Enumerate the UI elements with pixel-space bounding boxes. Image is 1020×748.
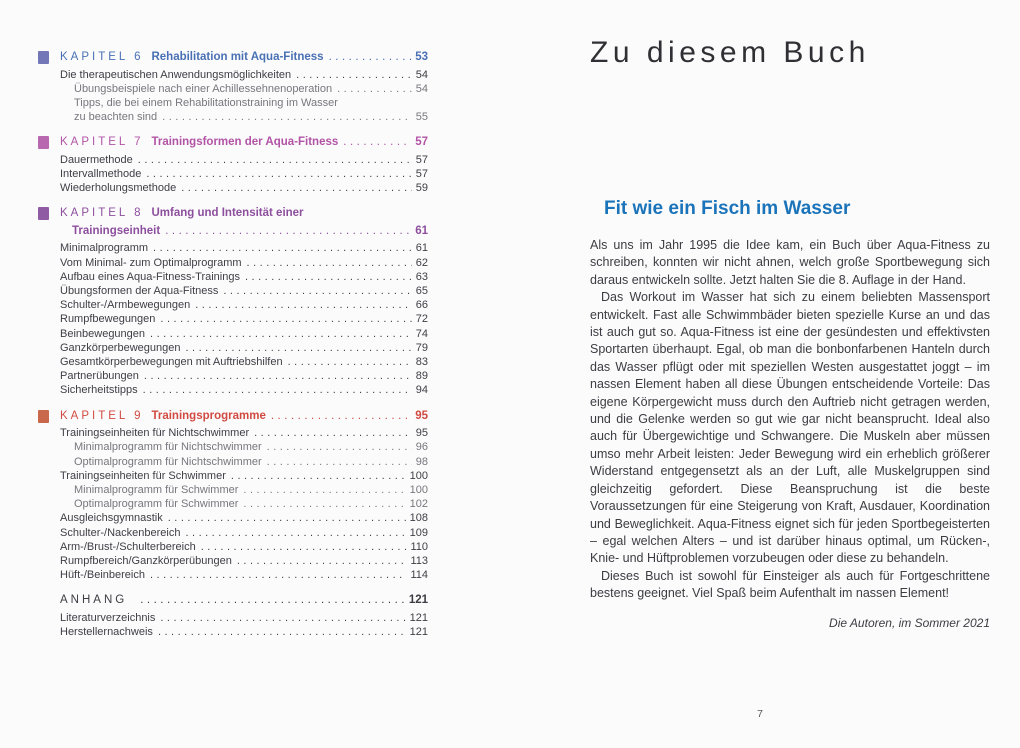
dot-leader	[162, 110, 412, 124]
dot-leader	[337, 82, 412, 96]
toc-entry-text: Trainingseinheiten für Schwimmer	[60, 469, 226, 482]
toc-entry-text: Optimalprogramm für Nichtschwimmer	[74, 455, 262, 468]
page-ref: 66	[415, 299, 428, 312]
dot-leader	[237, 554, 407, 568]
page-ref: 114	[410, 569, 428, 582]
page-ref: 79	[415, 341, 428, 354]
toc-entry-text: Wiederholungsmethode	[60, 182, 177, 195]
dot-leader	[223, 284, 411, 298]
foreword-section	[590, 198, 990, 630]
dot-leader	[243, 497, 405, 511]
chapter-title: Trainingsformen der Aqua-Fitness	[151, 136, 339, 149]
chapter-label: KAPITEL 6	[60, 51, 144, 63]
toc-entry	[60, 440, 428, 454]
chapter-heading	[60, 206, 428, 222]
toc-entry	[60, 82, 428, 96]
toc-entry-text: Trainingseinheiten für Nichtschwimmer	[60, 427, 250, 440]
page-ref: 96	[415, 441, 428, 454]
dot-leader	[168, 511, 406, 525]
toc-entry-text: Literaturverzeichnis	[60, 611, 156, 624]
dot-leader	[143, 383, 412, 397]
toc-entry	[60, 298, 428, 312]
toc-entry-text: Ganzkörperbewegungen	[60, 341, 181, 354]
section-heading: Fit wie ein Fisch im Wasser	[604, 198, 851, 219]
toc-entry-text: Sicherheitstipps	[60, 384, 138, 397]
dot-leader	[329, 50, 412, 66]
page-ref: 109	[409, 526, 428, 539]
dot-leader	[144, 369, 412, 383]
toc-entry-text: Übungsbeispiele nach einer Achillessehnenoperation	[74, 82, 333, 95]
toc-entry-text: Ausgleichsgymnastik	[60, 512, 163, 525]
toc-entry	[60, 426, 428, 440]
toc-entry	[60, 369, 428, 383]
page-ref: 65	[415, 285, 428, 298]
toc-entry	[60, 383, 428, 397]
page-ref: 57	[415, 153, 428, 166]
chapter-heading-continued	[60, 224, 428, 240]
toc-entry-text: Dauermethode	[60, 153, 133, 166]
toc-entry	[60, 241, 428, 255]
dot-leader	[181, 181, 412, 195]
toc-entry-text: Übungsformen der Aqua-Fitness	[60, 285, 219, 298]
dot-leader	[150, 327, 412, 341]
toc-entry	[60, 256, 428, 270]
toc-entry-continued	[60, 110, 428, 124]
foreword-page	[590, 36, 990, 630]
toc-entry	[60, 312, 428, 326]
page-number: 7	[757, 708, 763, 720]
dot-leader	[158, 625, 406, 639]
chapter-marker-icon	[38, 136, 49, 149]
toc-entry-text: Hüft-/Beinbereich	[60, 569, 145, 582]
toc-entry-text: Partnerübungen	[60, 370, 139, 383]
page-ref: 54	[415, 68, 428, 81]
dot-leader	[343, 135, 411, 151]
toc-entry	[60, 181, 428, 195]
page-ref: 89	[415, 370, 428, 383]
toc-entry	[60, 167, 428, 181]
page-ref: 94	[415, 384, 428, 397]
toc-section	[60, 50, 428, 124]
page-ref: 95	[415, 427, 428, 440]
toc-entry-text: Minimalprogramm für Nichtschwimmer	[74, 441, 262, 454]
dot-leader	[153, 241, 412, 255]
page-ref: 59	[415, 182, 428, 195]
toc-section	[60, 135, 428, 195]
chapter-label: KAPITEL 8	[60, 207, 144, 220]
chapter-title: Rehabilitation mit Aqua-Fitness	[151, 51, 324, 63]
page-ref: 100	[409, 483, 428, 496]
dot-leader	[267, 455, 412, 469]
page-ref: 121	[408, 594, 428, 607]
toc-entry	[60, 355, 428, 369]
toc-entry-text: Schulter-/Armbewegungen	[60, 299, 191, 312]
chapter-title: Trainingseinheit	[72, 224, 161, 237]
chapter-label: KAPITEL 7	[60, 136, 144, 149]
page-ref: 121	[409, 626, 428, 639]
dot-leader	[288, 355, 412, 369]
chapter-label: ANHANG	[60, 594, 128, 607]
toc-page	[60, 50, 428, 650]
page-ref: 108	[409, 512, 428, 525]
chapter-title: Umfang und Intensität einer	[151, 207, 304, 220]
dot-leader	[160, 611, 405, 625]
toc-entry	[60, 153, 428, 167]
toc-entry	[60, 96, 428, 110]
dot-leader	[247, 256, 412, 270]
intro-paragraph: Das Workout im Wasser hat sich zu einem beliebten Massensport entwickelt. Fast alle Schwimmbäder bieten spezielle Kurse an und das ist auch gut so. Aqua-Fitness ist eine der gesündesten und effektivsten Sportarten überhaupt. Egal, ob man die bonbonfarbenen Hanteln durch das Wasser pflügt oder mit speziellen Westen ausgestattet joggt – im nassen Element haben all diese Übungen entscheidende Vorteile: Das eigene Körpergewicht muss durch den Auftrieb nicht getragen werden, und die Gelenke werden so gut wie gar nicht beansprucht. Ideal also auch für Übergewichtige und Schwangere. Die Muskeln aber müssen umso mehr Arbeit leisten: Jeder Bewegung wird ein erheblich größerer Widerstand entgegensetzt als an der Luft, alle Muskelgruppen sind gleichzeitig gefordert. Diese Beanspruchung ist die beste Voraussetzungen für eine Steigerung von Kraft, Ausdauer, Koordination und Beweglichkeit. Aqua-Fitness eignet sich für jeden Sportbegeisterten – egal welchen Alters – und ist darüber hinaus optimal, um Rücken-, Knie- und Hüftproblemen vorzubeugen oder diese zu behandeln.	[590, 290, 990, 566]
toc-entry-text: zu beachten sind	[74, 111, 158, 124]
dot-leader	[150, 568, 406, 582]
toc-entry	[60, 469, 428, 483]
toc-entry-text: Intervallmethode	[60, 168, 142, 181]
toc-entry-text: Schulter-/Nackenbereich	[60, 526, 181, 539]
chapter-title: Trainingsprogramme	[151, 409, 266, 422]
toc-entry	[60, 511, 428, 525]
page-ref: 55	[415, 111, 428, 124]
dot-leader	[165, 224, 411, 240]
page-ref: 110	[410, 540, 428, 553]
toc-entry-text: Aufbau eines Aqua-Fitness-Trainings	[60, 270, 240, 283]
toc-entry	[60, 341, 428, 355]
chapter-marker-icon	[38, 51, 49, 64]
page-ref: 95	[415, 409, 428, 422]
toc-entry-text: Die therapeutischen Anwendungsmöglichkeiten	[60, 68, 292, 81]
dot-leader	[243, 483, 405, 497]
toc-entry-text: Minimalprogramm für Schwimmer	[74, 483, 239, 496]
chapter-heading	[60, 593, 428, 609]
chapter-heading	[60, 409, 428, 425]
chapter-label: KAPITEL 9	[60, 409, 144, 422]
toc-entry	[60, 554, 428, 568]
page-ref: 61	[415, 242, 428, 255]
toc-entry	[60, 540, 428, 554]
page-ref: 53	[415, 51, 428, 63]
toc-entry	[60, 497, 428, 511]
toc-entry-text: Rumpfbewegungen	[60, 313, 156, 326]
chapter-heading	[60, 50, 428, 66]
page-ref: 74	[415, 327, 428, 340]
dot-leader	[254, 426, 412, 440]
toc-entry-text: Minimalprogramm	[60, 242, 149, 255]
dot-leader	[296, 68, 412, 82]
toc-entry	[60, 568, 428, 582]
toc-entry-text: Gesamtkörperbewegungen mit Auftriebshilfen	[60, 356, 283, 369]
page-ref: 100	[409, 469, 428, 482]
page-ref: 113	[410, 554, 428, 567]
toc-entry	[60, 270, 428, 284]
toc-entry	[60, 611, 428, 625]
toc-section	[60, 593, 428, 639]
dot-leader	[140, 593, 405, 609]
toc-entry	[60, 68, 428, 82]
page-ref: 102	[409, 498, 428, 511]
chapter-marker-icon	[38, 207, 49, 220]
toc-entry-text: Vom Minimal- zum Optimalprogramm	[60, 256, 242, 269]
dot-leader	[138, 153, 412, 167]
table-of-contents	[60, 50, 428, 639]
toc-section	[60, 206, 428, 397]
dot-leader	[195, 298, 412, 312]
intro-paragraph: Als uns im Jahr 1995 die Idee kam, ein Buch über Aqua-Fitness zu schreiben, konnten wir nicht ahnen, welch große Sportbewegung sich daraus entwickeln sollte. Jetzt halten Sie die 8. Auflage in der Hand.	[590, 238, 990, 287]
toc-entry	[60, 327, 428, 341]
toc-entry-text: Rumpfbereich/Ganzkörperübungen	[60, 554, 232, 567]
dot-leader	[245, 270, 412, 284]
intro-paragraph: Dieses Buch ist sowohl für Einsteiger als auch für Fortgeschrittene bestens geeignet. Viel Spaß beim Aufenthalt im nassen Element!	[590, 568, 990, 601]
page-ref: 83	[415, 356, 428, 369]
dot-leader	[185, 526, 405, 540]
toc-entry	[60, 483, 428, 497]
page-title: Zu diesem Buch	[590, 36, 870, 69]
toc-entry-text: Optimalprogramm für Schwimmer	[74, 498, 239, 511]
toc-entry-text: Tipps, die bei einem Rehabilitationstraining im Wasser	[74, 96, 338, 109]
page-ref: 57	[415, 168, 428, 181]
toc-entry	[60, 625, 428, 639]
page-ref: 121	[409, 611, 428, 624]
author-line: Die Autoren, im Sommer 2021	[829, 615, 990, 630]
toc-entry	[60, 526, 428, 540]
dot-leader	[201, 540, 407, 554]
toc-entry-text: Arm-/Brust-/Schulterbereich	[60, 540, 196, 553]
page-ref: 72	[415, 313, 428, 326]
page-ref: 57	[415, 136, 428, 149]
dot-leader	[271, 409, 411, 425]
page-ref: 62	[415, 256, 428, 269]
page-ref: 54	[415, 82, 428, 95]
toc-section	[60, 409, 428, 583]
chapter-heading	[60, 135, 428, 151]
dot-leader	[267, 440, 412, 454]
dot-leader	[146, 167, 411, 181]
chapter-marker-icon	[38, 410, 49, 423]
dot-leader	[160, 312, 411, 326]
page-ref: 63	[415, 270, 428, 283]
dot-leader	[185, 341, 411, 355]
page-ref: 98	[415, 455, 428, 468]
toc-entry	[60, 284, 428, 298]
toc-entry	[60, 455, 428, 469]
page-ref: 61	[415, 224, 428, 237]
toc-entry-text: Beinbewegungen	[60, 327, 146, 340]
dot-leader	[231, 469, 406, 483]
toc-entry-text: Herstellernachweis	[60, 626, 153, 639]
